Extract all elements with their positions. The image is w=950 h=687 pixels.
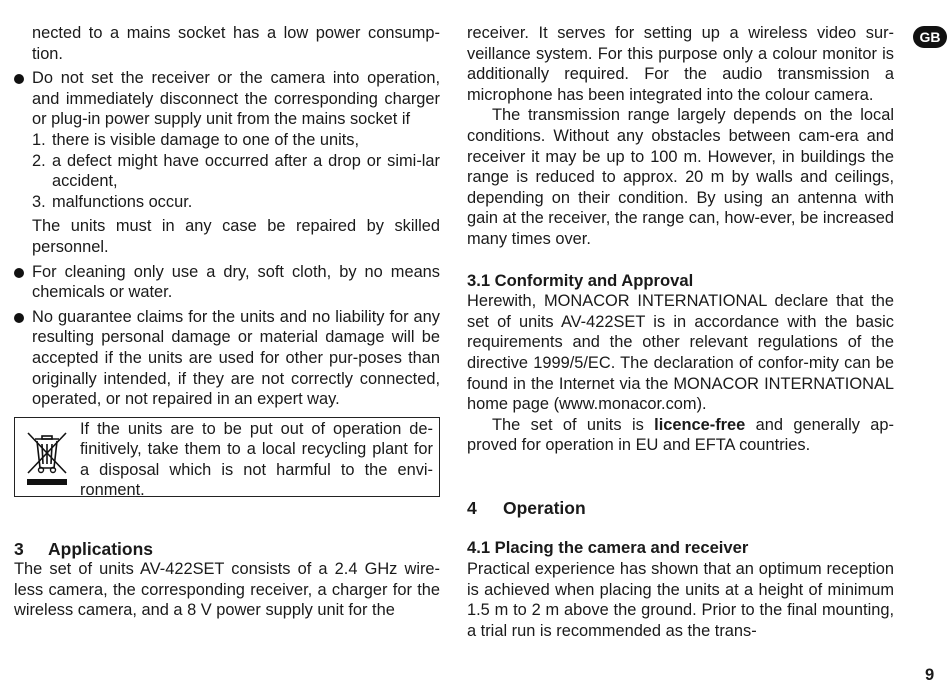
section-4-1-heading: 4.1 Placing the camera and receiver — [467, 538, 749, 558]
list-item — [14, 130, 440, 151]
list-item — [14, 192, 440, 213]
list-number: 2. — [32, 151, 46, 170]
list-text: there is visible damage to one of the units, — [52, 130, 360, 149]
right-column — [467, 23, 894, 641]
section-4-heading — [467, 498, 894, 519]
list-number: 3. — [32, 192, 46, 211]
list-item — [14, 151, 440, 192]
page-number: 9 — [925, 666, 935, 684]
repair-text: The units must in any case be repaired by skilled personnel. — [32, 217, 440, 256]
applications-text: The set of units AV-422SET consists of a 2.4 GHz wire-less camera, the corresponding receiver, a charger for the wireless camera, and a 8 V power supply unit for the — [14, 560, 440, 620]
list-text: malfunctions occur. — [52, 192, 193, 211]
crossed-out-bin-icon — [25, 430, 69, 486]
licence-text-end: and generally ap-proved for operation in EU and EFTA countries. — [467, 415, 894, 455]
list-text: a defect might have occurred after a drop or simi-lar accident, — [52, 151, 440, 191]
licence-free-emphasis: licence-free — [654, 415, 746, 434]
left-column — [14, 23, 440, 621]
bullet-cleaning — [14, 262, 440, 303]
section-3-1-heading: 3.1 Conformity and Approval — [467, 270, 694, 290]
safety-text-continued: nected to a mains socket has a low power consump-tion. — [32, 24, 440, 63]
transmission-range-text: The transmission range largely depends on the local conditions. Without any obstacles between cam-era and receiver it may be up to 100 m. However, in buildings the range is reduced to approx. 20 m by walls and ceilings, depending on their condition. By using an antenna with gain at the receiver, the range can, how-ever, be increased many times over. — [467, 106, 894, 248]
language-badge: GB — [913, 26, 947, 48]
bullet-text: Do not set the receiver or the camera into operation, and immediately disconnect the corresponding charger or plug-in power supply unit from the mains socket if — [32, 69, 440, 129]
licence-text-start: The set of units is — [492, 415, 655, 434]
section-number: 3 — [14, 538, 24, 559]
bullet-icon — [14, 313, 24, 323]
list-number: 1. — [32, 130, 46, 149]
section-number: 4 — [467, 497, 477, 518]
bullet-icon — [14, 74, 24, 84]
section-title: Operation — [503, 497, 586, 518]
licence-text — [467, 415, 894, 456]
bullet-do-not-operate — [14, 68, 440, 130]
damage-list — [14, 130, 440, 212]
bullet-icon — [14, 268, 24, 278]
bullet-text: For cleaning only use a dry, soft cloth, by no means chemicals or water. — [32, 262, 440, 302]
placing-text: Practical experience has shown that an optimum reception is achieved when placing the units at a height of minimum 1.5 m to 2 m above the ground. Prior to the final mounting, a trial run is recommended as the trans- — [467, 560, 894, 640]
disposal-notice-box — [14, 417, 440, 500]
bullet-text: No guarantee claims for the units and no liability for any resulting personal damage or material damage will be accepted if the units are used for other pur-poses than originally intended, if they are not correctly connected, operated, or not repaired in an expert way. — [32, 307, 440, 409]
conformity-text: Herewith, MONACOR INTERNATIONAL declare that the set of units AV-422SET is in accordance with the basic requirements and the other relevant regulations of the directive 1999/5/EC. The declaration of confor-mity can be found in the Internet via the MONACOR INTERNATIONAL home page (www.monacor.com). — [467, 292, 894, 414]
applications-text-continued: receiver. It serves for setting up a wireless video sur-veillance system. For this purpose only a colour monitor is additionally required. For the audio transmission a microphone has been integrated into the colour camera. — [467, 24, 894, 104]
bullet-guarantee — [14, 307, 440, 410]
disposal-text: If the units are to be put out of operation de-finitively, take them to a local recycling plant for a disposal which is not harmful to the envi-ronment. — [80, 419, 433, 500]
section-3-heading — [14, 539, 440, 560]
section-title: Applications — [48, 538, 154, 559]
